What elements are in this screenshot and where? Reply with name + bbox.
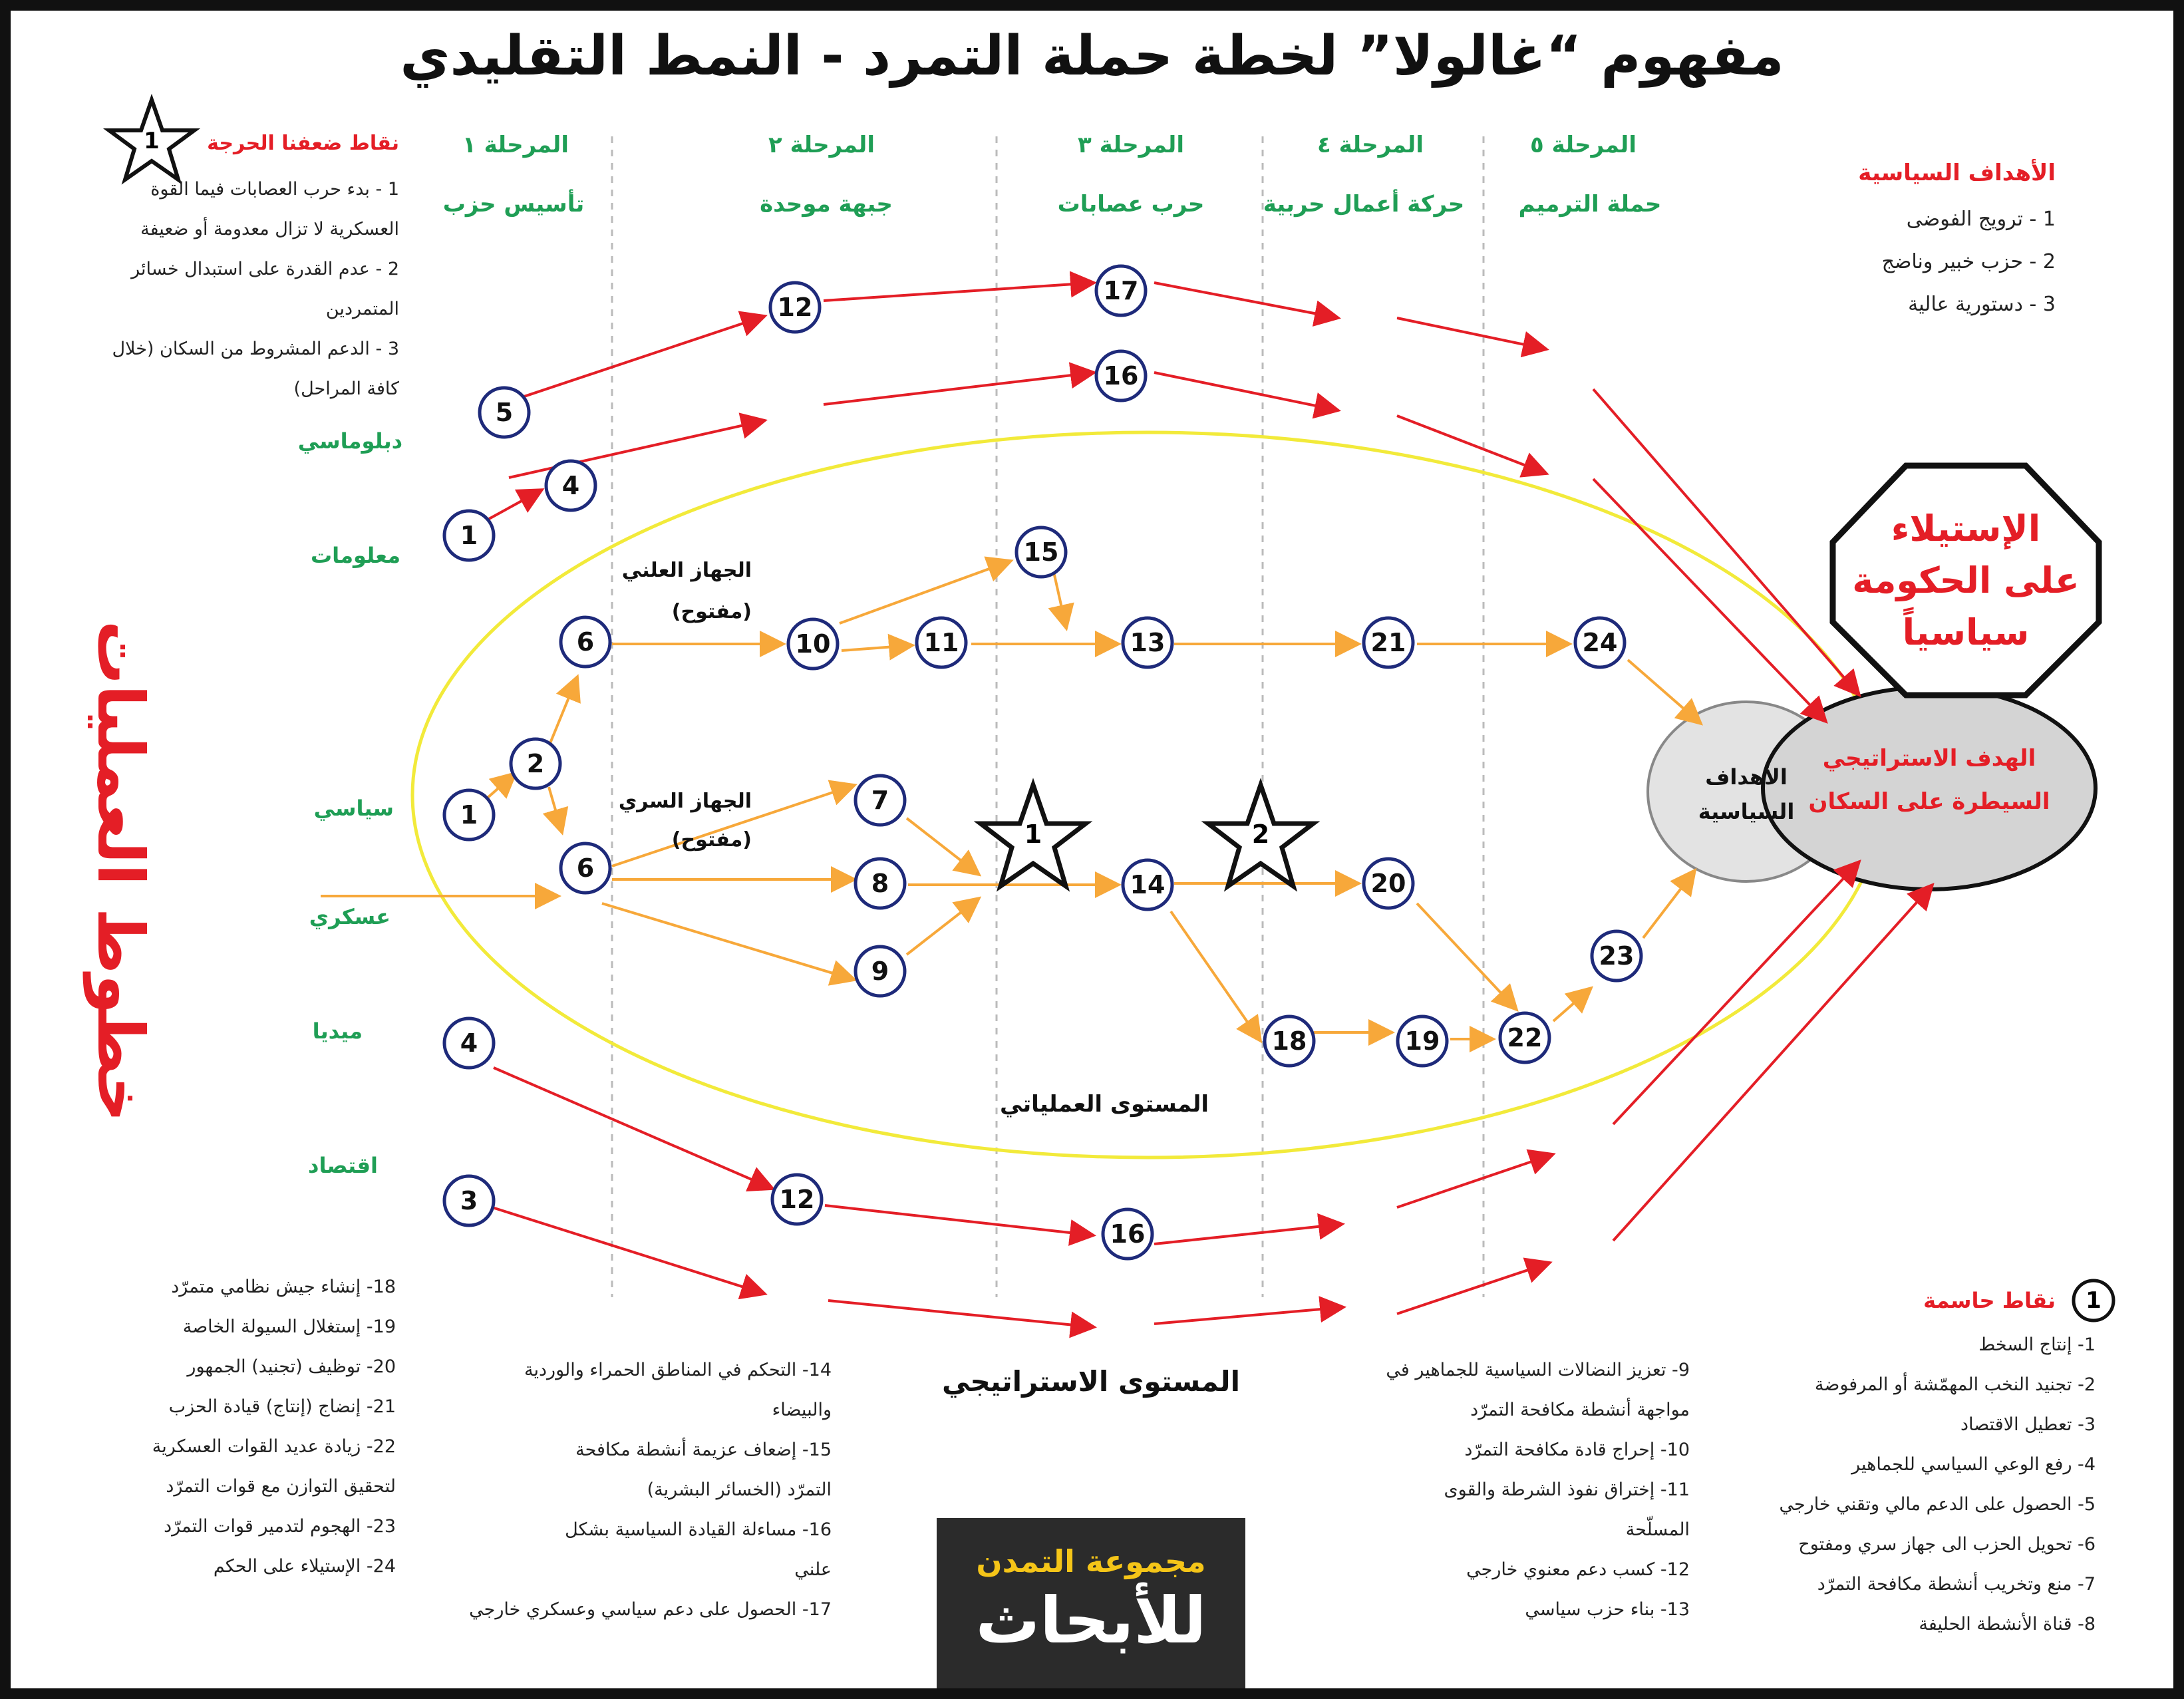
node-label: 16 [1103,361,1139,390]
phase-1-name: المرحلة ١ [462,132,569,158]
phase-5-name: المرحلة ٥ [1530,132,1637,158]
list-item: 9- تعزيز النضالات السياسية للجماهير في [1386,1360,1690,1380]
lane-diplomatic: دبلوماسي [297,428,402,454]
list-item: 23- الهجوم لتدمير قوات التمرّد [164,1516,396,1537]
page-title: مفهوم “غالولا” لخطة حملة التمرد - النمط التقليدي [400,25,1784,88]
decisive-points-item: 5- الحصول على الدعم مالي وتقني خارجي [1779,1494,2096,1515]
weak-points-badge: 1 [144,128,160,154]
list-item: 19- إستغلال السيولة الخاصة [182,1316,396,1337]
decisive-points-item: 6- تحويل الحزب الى جهاز سري ومفتوح [1798,1534,2096,1555]
weak-points-item: العسكرية لا تزال معدومة أو ضعيفة [140,219,399,239]
star-1-label: 1 [1024,820,1042,849]
node-label: 4 [561,471,580,500]
weak-points-item: 2 - عدم القدرة على استبدال خسائر [131,259,399,279]
list-item: 12- كسب دعم معنوي خارجي [1466,1559,1690,1580]
secret-apparatus-sub: (مفتوح) [671,828,752,851]
weak-points-title: نقاط ضعفنا الحرجة [207,132,399,155]
decisive-points-title: نقاط حاسمة [1923,1288,2056,1313]
node-label: 20 [1370,869,1406,898]
weak-points-item: كافة المراحل) [293,379,399,399]
list-item: 22- زيادة عديد القوات العسكرية [152,1436,396,1457]
node-label: 12 [779,1185,815,1214]
list-item: المسلّحة [1625,1519,1690,1540]
decisive-points-item: 7- منع وتخريب أنشطة مكافحة التمرّد [1817,1574,2096,1595]
node-label: 11 [923,628,959,657]
phase-1-desc: تأسيس حزب [442,191,585,218]
decisive-points-item: 2- تجنيد النخب المهمّشة أو المرفوضة [1814,1374,2096,1395]
star-2-label: 2 [1251,820,1270,849]
phase-5-desc: حملة الترميم [1518,191,1662,218]
node-label: 15 [1023,538,1059,567]
node-label: 19 [1404,1026,1440,1056]
node-label: 22 [1507,1023,1543,1052]
list-item: 11- إختراق نفوذ الشرطة والقوى [1444,1479,1690,1500]
phase-4-name: المرحلة ٤ [1317,132,1424,158]
node-label: 3 [460,1186,478,1215]
lane-political: سياسي [313,796,394,821]
lane-military: عسكري [309,904,390,929]
list-item: 10- إحراج قادة مكافحة التمرّد [1464,1440,1690,1460]
node-label: 1 [460,800,478,830]
strategic-goal-line1: الهدف الاستراتيجي [1822,745,2036,772]
octagon-line3: سياسياً [1902,611,2030,653]
phase-2-desc: جبهة موحدة [760,191,893,218]
political-goals-title: الأهداف السياسية [1858,160,2056,186]
list-item: علني [794,1559,832,1580]
node-label: 12 [777,293,813,322]
node-label: 5 [495,398,514,427]
open-apparatus-sub: (مفتوح) [671,600,752,623]
open-apparatus-label: الجهاز العلني [621,559,752,582]
node-label: 23 [1599,941,1635,971]
political-goals-item: 1 - ترويج الفوضى [1906,208,2056,231]
logo-line2: للأبحاث [975,1583,1207,1658]
decisive-points-item: 1- إنتاج السخط [1978,1334,2096,1355]
political-goals-item: 2 - حزب خبير وناضج [1881,250,2056,273]
node-label: 13 [1130,628,1166,657]
list-item: 14- التحكم في المناطق الحمراء والوردية [524,1360,832,1380]
weak-points-item: المتمردين [325,299,399,319]
weak-points-item: 1 - بدء حرب العصابات فيما القوة [150,179,399,200]
phase-3-desc: حرب عصابات [1057,191,1205,218]
list-item: 21- إنضاج (إنتاج) قيادة الحزب [168,1396,396,1417]
phase-3-name: المرحلة ٣ [1078,132,1184,158]
node-label: 4 [460,1028,478,1058]
phase-2-name: المرحلة ٢ [768,132,875,158]
node-label: 17 [1103,276,1139,305]
logo-line1: مجموعة التمدن [976,1543,1206,1579]
list-item: 16- مساءلة القيادة السياسية بشكل [565,1519,832,1540]
node-label: 16 [1110,1219,1146,1249]
node-label: 6 [576,627,595,657]
decisive-points-item: 3- تعطيل الاقتصاد [1960,1414,2096,1435]
list-item: والبيضاء [772,1400,832,1420]
node-label: 10 [795,629,831,659]
list-item: 24- الإستيلاء على الحكم [213,1556,396,1577]
political-goals-circle-line2: السياسية [1698,799,1795,824]
node-label: 1 [460,521,478,550]
strategic-level-label: المستوى الاستراتيجي [942,1365,1240,1398]
list-item: 13- بناء حزب سياسي [1525,1599,1690,1620]
secret-apparatus-label: الجهاز السري [618,790,752,813]
list-item: لتحقيق التوازن مع قوات التمرّد [166,1476,396,1497]
node-label: 2 [526,749,545,778]
node-label: 14 [1130,870,1166,899]
list-item: 18- إنشاء جيش نظامي متمرّد [171,1277,396,1297]
lane-media: ميديا [312,1018,363,1044]
node-label: 9 [871,957,889,986]
phase-4-desc: حركة أعمال حربية [1263,191,1465,218]
list-item: 20- توظيف (تجنيد) الجمهور [187,1356,396,1377]
decisive-points-item: 8- قناة الأنشطة الحليفة [1919,1614,2096,1634]
list-item: 17- الحصول على دعم سياسي وعسكري خارجي [469,1599,832,1620]
political-goals-circle-line1: الأهداف [1705,764,1788,790]
operational-level-label: المستوى العملياتي [999,1091,1209,1118]
octagon-line1: الإستيلاء [1891,508,2041,549]
node-label: 21 [1370,628,1406,657]
political-goals-item: 3 - دستورية عالية [1908,293,2056,316]
decisive-points-badge: 1 [2086,1287,2102,1314]
node-label: 24 [1582,628,1618,657]
operations-lines-label: خطوط العمليات [83,620,158,1123]
lane-economic: اقتصاد [308,1153,378,1178]
weak-points-item: 3 - الدعم المشروط من السكان (خلال [112,339,399,359]
decisive-points-item: 4- رفع الوعي السياسي للجماهير [1851,1454,2096,1475]
node-label: 8 [871,869,889,898]
list-item: 15- إضعاف عزيمة أنشطة مكافحة [575,1440,832,1460]
list-item: التمرّد (الخسائر البشرية) [647,1479,832,1500]
list-item: مواجهة أنشطة مكافحة التمرّد [1470,1400,1690,1420]
octagon-line2: على الحكومة [1852,559,2080,601]
strategic-goal-line2: السيطرة على السكان [1808,788,2050,815]
node-label: 7 [871,786,889,815]
lane-information: معلومات [311,543,400,568]
node-label: 18 [1271,1026,1307,1056]
node-label: 6 [576,853,595,883]
